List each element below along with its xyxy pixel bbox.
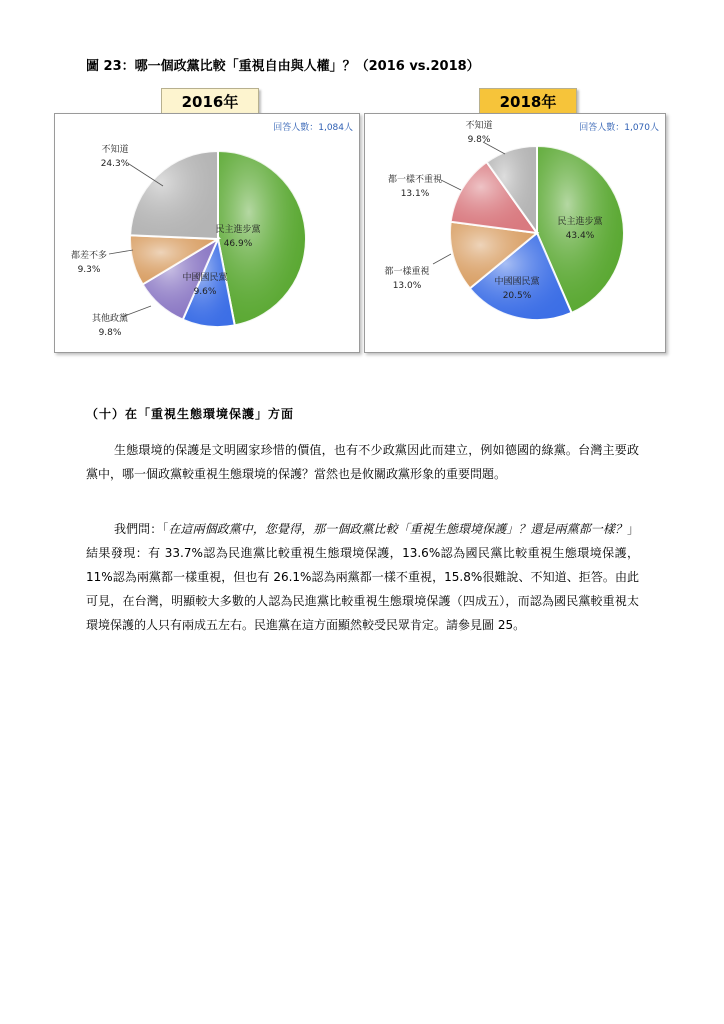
slice-name-2018-0: 民主進步黨: [557, 217, 603, 227]
slice-name-2016-0: 民主進步黨: [215, 225, 261, 235]
paragraph-2-body: 」結果發現：有 33.7%認為民進黨比較重視生態環境保護，13.6%認為國民黨比較重視生態環境保護，11%認為兩黨都一樣重視，但也有 26.1%認為兩黨都一樣不重視，15.8%很難說、不知道、拒答。由此可見，在台灣，明顯較大多數的人認為民進黨比較重視生態環境保護（四成五），而認為國民黨較重視太環境保護的人只有兩成五左右。民進黨在這方面顯然較受民眾肯定。請參見圖 25。: [86, 522, 639, 632]
slice-name-2016-1: 中國國民黨: [182, 273, 228, 283]
slice-value-2016-4: 24.3%: [100, 159, 130, 169]
slice-name-2018-1: 中國國民黨: [494, 277, 540, 287]
pie-svg-2018: [365, 114, 665, 352]
slice-name-2016-3: 都差不多: [70, 251, 108, 261]
pie-chart-2018: [364, 113, 666, 353]
pie-svg-2016: [55, 114, 359, 352]
slice-name-2016-2: 其他政黨: [91, 314, 129, 324]
slice-value-2018-1: 20.5%: [502, 291, 532, 301]
figure-title: 圖 23：哪一個政黨比較「重視自由與人權」？（2016 vs.2018）: [86, 59, 480, 74]
slice-value-2016-2: 9.8%: [98, 328, 122, 338]
leader-line-2018-2: [433, 254, 451, 264]
leader-line-2016-3: [109, 250, 133, 254]
slice-value-2016-3: 9.3%: [77, 265, 101, 275]
survey-question: 在這兩個政黨中，您覺得，那一個政黨比較「重視生態環境保護」？還是兩黨都一樣？: [168, 522, 627, 536]
paragraph-2: [86, 517, 639, 637]
slice-name-2016-4: 不知道: [101, 145, 129, 155]
slice-value-2018-3: 13.1%: [400, 189, 430, 199]
section-heading: （十）在「重視生態環境保護」方面: [86, 407, 295, 421]
pie-slice-shade-2016-4: [130, 151, 218, 239]
slice-name-2018-4: 不知道: [465, 121, 493, 131]
slice-value-2016-1: 9.6%: [193, 287, 217, 297]
leader-line-2018-3: [441, 180, 461, 190]
slice-value-2018-4: 9.8%: [467, 135, 491, 145]
year-tab-2016: 2016年: [161, 88, 259, 116]
year-tab-2018: 2018年: [479, 88, 577, 116]
respondents-count-2018: 回答人數：1,070人: [579, 123, 659, 133]
slice-name-2018-2: 都一樣重視: [384, 267, 430, 277]
slice-value-2018-2: 13.0%: [392, 281, 422, 291]
slice-name-2018-3: 都一樣不重視: [387, 175, 443, 185]
respondents-count-2016: 回答人數：1,084人: [273, 123, 353, 133]
slice-value-2018-0: 43.4%: [565, 231, 595, 241]
slice-value-2016-0: 46.9%: [223, 239, 253, 249]
paragraph-1: 生態環境的保護是文明國家珍惜的價值，也有不少政黨因此而建立，例如德國的綠黨。台灣主要政黨中，哪一個政黨較重視生態環境的保護？當然也是攸關政黨形象的重要問題。: [86, 443, 639, 481]
paragraph-2-lead: 我們問：「: [114, 522, 169, 536]
pie-chart-2016: [54, 113, 360, 353]
